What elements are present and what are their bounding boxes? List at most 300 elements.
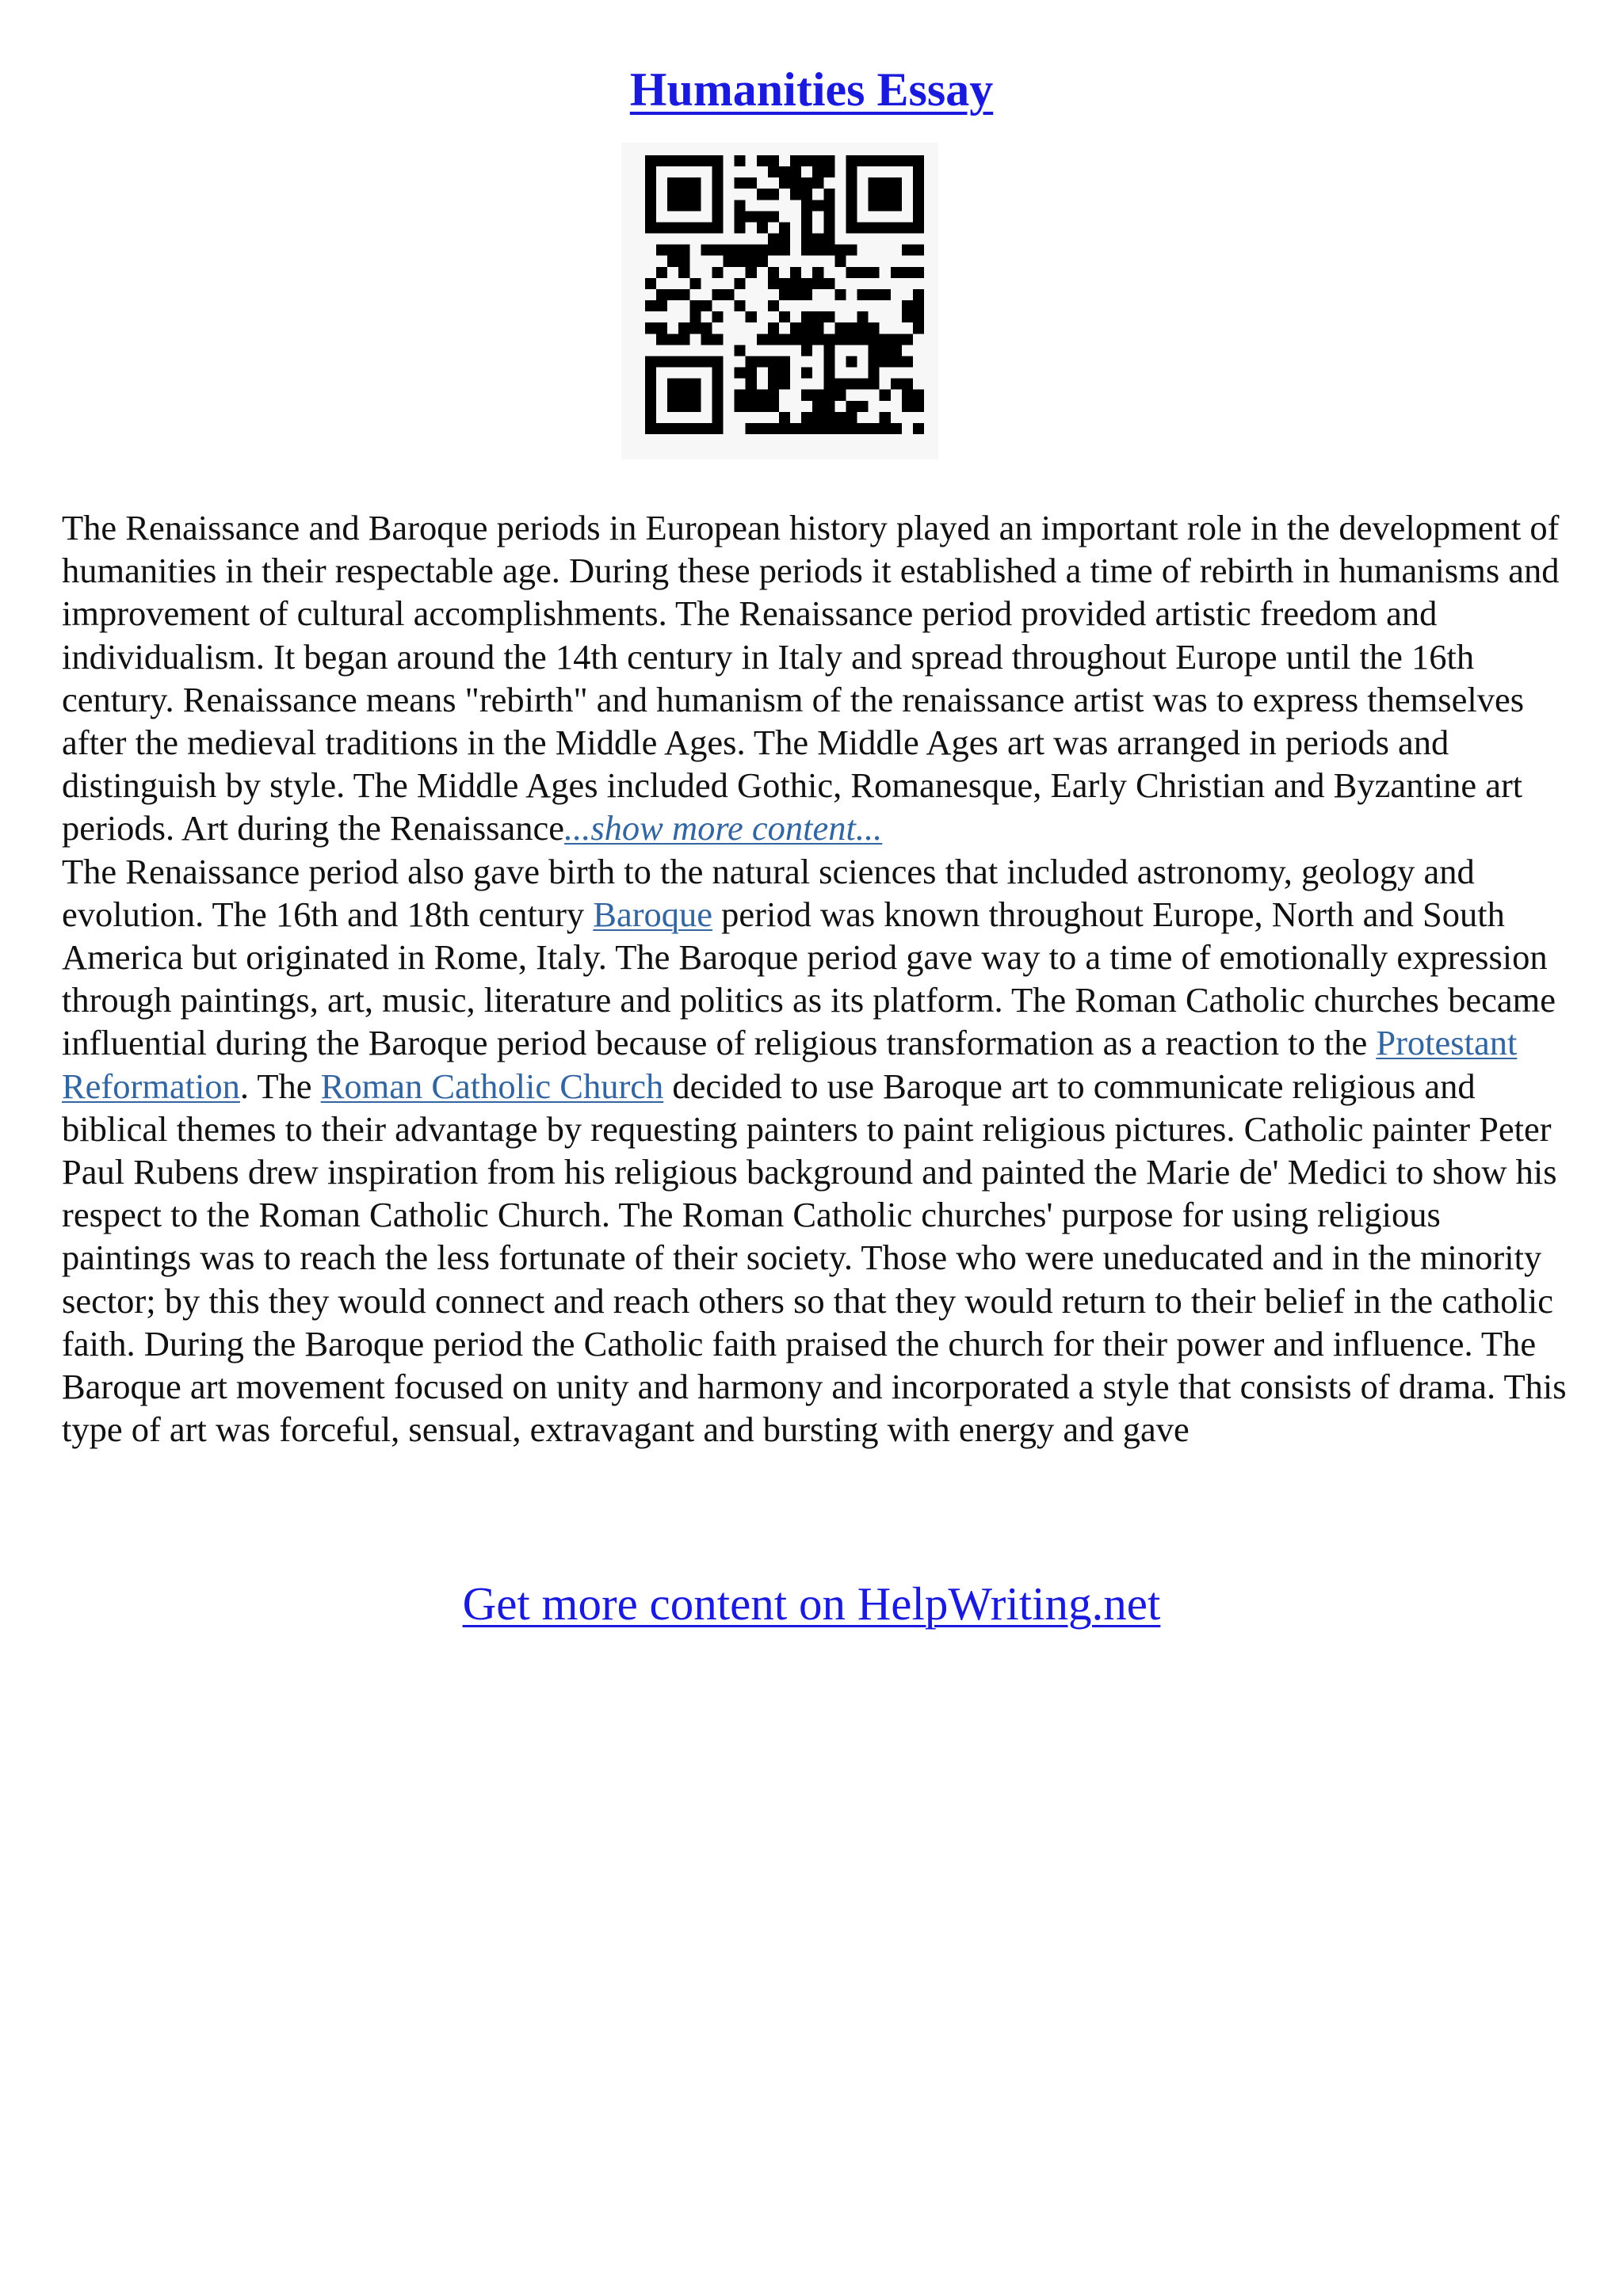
qr-module <box>891 177 902 189</box>
qr-module <box>812 390 823 401</box>
qr-module <box>902 245 913 256</box>
qr-module <box>779 234 790 245</box>
qr-module <box>834 423 846 434</box>
qr-module <box>846 412 857 423</box>
qr-module <box>891 423 902 434</box>
qr-code-icon <box>645 155 924 434</box>
qr-module <box>779 423 790 434</box>
qr-module <box>913 177 924 189</box>
qr-module <box>857 267 869 278</box>
qr-module <box>757 256 768 267</box>
qr-module <box>857 322 869 334</box>
qr-module <box>779 356 790 367</box>
qr-module <box>812 423 823 434</box>
qr-module <box>913 322 924 334</box>
qr-module <box>735 177 746 189</box>
qr-module <box>913 155 924 166</box>
qr-module <box>712 289 723 300</box>
qr-module <box>834 256 846 267</box>
qr-module <box>891 222 902 233</box>
qr-module <box>869 356 880 367</box>
qr-module <box>801 245 812 256</box>
qr-module <box>768 166 779 177</box>
qr-module <box>801 345 812 356</box>
paragraph-2-text-2: period was known throughout Europe, North and South America but originated in Rome, Italy. The Baroque period gave way to a time of emotionally expression through paintings, art, music, literature and politics as its platform. The Roman Catholic churches became influential during the Baroque period because of religious transformation as a reaction to the <box>62 894 1556 1063</box>
qr-module <box>880 200 891 211</box>
qr-module <box>689 278 701 289</box>
qr-module <box>689 222 701 233</box>
qr-module <box>891 334 902 345</box>
qr-module <box>779 368 790 379</box>
qr-module <box>768 356 779 367</box>
qr-module <box>902 300 913 311</box>
qr-module <box>846 401 857 412</box>
qr-module <box>857 401 869 412</box>
qr-module <box>689 390 701 401</box>
qr-module <box>746 423 757 434</box>
paragraph-2-text-1: The Renaissance period also gave birth to the natural sciences that included astronomy, geology and evolution. The 16th and 18th century <box>62 851 1475 934</box>
qr-module <box>823 345 834 356</box>
qr-module <box>678 267 689 278</box>
qr-module <box>746 267 757 278</box>
qr-module <box>823 412 834 423</box>
qr-module <box>846 166 857 177</box>
qr-module <box>656 289 667 300</box>
qr-module <box>790 278 801 289</box>
qr-module <box>735 278 746 289</box>
qr-module <box>768 368 779 379</box>
qr-module <box>869 345 880 356</box>
qr-module <box>701 155 712 166</box>
qr-module <box>801 189 812 200</box>
qr-module <box>746 356 757 367</box>
qr-module <box>846 267 857 278</box>
qr-module <box>678 390 689 401</box>
qr-module <box>678 322 689 334</box>
qr-module <box>712 311 723 322</box>
qr-module <box>913 289 924 300</box>
qr-module <box>656 322 667 334</box>
qr-module <box>735 245 746 256</box>
qr-module <box>701 334 712 345</box>
qr-module <box>846 379 857 390</box>
qr-module <box>790 322 801 334</box>
qr-module <box>768 322 779 334</box>
qr-module <box>645 278 656 289</box>
qr-module <box>712 200 723 211</box>
qr-module <box>823 390 834 401</box>
qr-module <box>880 222 891 233</box>
qr-module <box>869 289 880 300</box>
qr-module <box>667 155 678 166</box>
qr-module <box>790 334 801 345</box>
qr-module <box>689 155 701 166</box>
qr-module <box>790 166 801 177</box>
qr-module <box>757 423 768 434</box>
qr-module <box>645 379 656 390</box>
qr-module <box>678 256 689 267</box>
qr-module <box>823 211 834 222</box>
paragraph-2-text-4: decided to use Baroque art to communicate religious and biblical themes to their advantage by requesting painters to paint religious pictures. Catholic painter Peter Paul Rubens drew inspiration from his religious background and painted the Marie de' Medici to show his respect to the Roman Catholic Church. The Roman Catholic churches' purpose for using religious paintings was to reach the less fortunate of their society. Those who were uneducated and in the minority sector; by this they would connect and reach others so that they would return to their belief in the catholic faith. During the Baroque period the Catholic faith praised the church for their power and influence. The Baroque art movement focused on unity and harmony and incorporated a style that consists of drama. This type of art was forceful, sensual, extravagant and bursting with energy and gave <box>62 1066 1567 1450</box>
qr-module <box>768 379 779 390</box>
show-more-link[interactable]: ...show more content... <box>563 808 883 849</box>
qr-module <box>801 155 812 166</box>
qr-module <box>869 322 880 334</box>
qr-module <box>801 222 812 233</box>
qr-module <box>846 245 857 256</box>
qr-module <box>902 311 913 322</box>
qr-module <box>667 356 678 367</box>
qr-module <box>667 177 678 189</box>
qr-module <box>779 177 790 189</box>
qr-module <box>779 166 790 177</box>
qr-module <box>846 222 857 233</box>
qr-module <box>869 200 880 211</box>
qr-module <box>678 423 689 434</box>
qr-module <box>891 267 902 278</box>
roman-catholic-church-link[interactable]: Roman Catholic Church <box>320 1066 664 1106</box>
qr-module <box>880 155 891 166</box>
qr-module <box>768 234 779 245</box>
qr-module <box>678 189 689 200</box>
qr-module <box>678 356 689 367</box>
qr-module <box>846 356 857 367</box>
qr-module <box>913 222 924 233</box>
qr-module <box>823 368 834 379</box>
qr-module <box>869 189 880 200</box>
qr-module <box>645 211 656 222</box>
qr-module <box>701 423 712 434</box>
qr-module <box>701 356 712 367</box>
qr-module <box>846 177 857 189</box>
qr-module <box>857 222 869 233</box>
qr-module <box>880 412 891 423</box>
qr-module <box>801 211 812 222</box>
qr-module <box>712 245 723 256</box>
qr-module <box>656 334 667 345</box>
qr-module <box>667 390 678 401</box>
qr-module <box>656 300 667 311</box>
qr-module <box>667 401 678 412</box>
qr-module <box>801 234 812 245</box>
qr-module <box>656 423 667 434</box>
qr-module <box>880 289 891 300</box>
qr-module <box>779 311 790 322</box>
protestant-reformation-link[interactable]: Protestant Reformation <box>62 1023 1518 1106</box>
qr-module <box>724 289 735 300</box>
qr-module <box>712 423 723 434</box>
qr-module <box>645 390 656 401</box>
helpwriting-link[interactable]: Get more content on HelpWriting.net <box>462 1577 1161 1630</box>
qr-module <box>757 401 768 412</box>
qr-module <box>801 412 812 423</box>
qr-module <box>812 334 823 345</box>
qr-module <box>735 222 746 233</box>
qr-module <box>678 200 689 211</box>
qr-module <box>902 267 913 278</box>
qr-module <box>812 267 823 278</box>
qr-module <box>768 155 779 166</box>
qr-module <box>834 379 846 390</box>
qr-module <box>746 211 757 222</box>
essay-body <box>62 506 1568 1451</box>
qr-module <box>712 401 723 412</box>
qr-module <box>768 278 779 289</box>
qr-module <box>823 356 834 367</box>
qr-module <box>880 345 891 356</box>
qr-module <box>768 334 779 345</box>
essay-paragraph-1 <box>62 506 1568 850</box>
qr-module <box>902 390 913 401</box>
qr-module <box>902 334 913 345</box>
qr-module <box>801 278 812 289</box>
qr-module <box>823 222 834 233</box>
qr-module <box>689 200 701 211</box>
qr-module <box>823 278 834 289</box>
qr-module <box>790 177 801 189</box>
qr-module <box>869 177 880 189</box>
qr-module <box>678 222 689 233</box>
qr-module <box>701 222 712 233</box>
qr-module <box>913 200 924 211</box>
qr-module <box>801 200 812 211</box>
qr-module <box>812 322 823 334</box>
qr-module <box>689 189 701 200</box>
qr-module <box>913 311 924 322</box>
qr-module <box>891 155 902 166</box>
qr-module <box>667 256 678 267</box>
baroque-link[interactable]: Baroque <box>593 894 713 934</box>
qr-module <box>902 356 913 367</box>
qr-module <box>645 401 656 412</box>
qr-module <box>823 334 834 345</box>
qr-module <box>768 245 779 256</box>
qr-module <box>823 234 834 245</box>
qr-module <box>823 311 834 322</box>
qr-module <box>891 356 902 367</box>
title-link[interactable]: Humanities Essay <box>629 63 994 116</box>
qr-module <box>735 401 746 412</box>
qr-module <box>645 368 656 379</box>
qr-module <box>857 334 869 345</box>
qr-module <box>712 189 723 200</box>
qr-module <box>701 245 712 256</box>
qr-module <box>846 334 857 345</box>
qr-module <box>902 401 913 412</box>
qr-module <box>779 412 790 423</box>
qr-module <box>812 245 823 256</box>
qr-module <box>913 189 924 200</box>
qr-module <box>913 166 924 177</box>
qr-module <box>891 345 902 356</box>
qr-module <box>869 222 880 233</box>
qr-module <box>712 356 723 367</box>
qr-module <box>812 200 823 211</box>
qr-module <box>712 267 723 278</box>
qr-module <box>823 423 834 434</box>
qr-module <box>746 379 757 390</box>
page-title <box>0 55 1623 124</box>
qr-module <box>891 200 902 211</box>
qr-module <box>645 189 656 200</box>
qr-module <box>712 368 723 379</box>
qr-module <box>880 356 891 367</box>
qr-module <box>790 155 801 166</box>
qr-module <box>812 412 823 423</box>
qr-module <box>689 322 701 334</box>
qr-module <box>812 166 823 177</box>
qr-module <box>857 311 869 322</box>
qr-module <box>823 379 834 390</box>
qr-module <box>712 211 723 222</box>
qr-module <box>724 256 735 267</box>
qr-module <box>880 390 891 401</box>
qr-module <box>689 423 701 434</box>
qr-module <box>891 189 902 200</box>
qr-code <box>621 143 938 460</box>
qr-module <box>746 390 757 401</box>
qr-module <box>880 177 891 189</box>
qr-module <box>689 300 701 311</box>
qr-module <box>790 189 801 200</box>
qr-module <box>880 189 891 200</box>
paragraph-2-text-3: . The <box>239 1066 321 1106</box>
qr-module <box>768 390 779 401</box>
qr-module <box>746 245 757 256</box>
qr-module <box>779 334 790 345</box>
qr-module <box>656 155 667 166</box>
qr-module <box>645 177 656 189</box>
qr-module <box>689 401 701 412</box>
qr-module <box>667 245 678 256</box>
qr-module <box>846 322 857 334</box>
qr-module <box>768 267 779 278</box>
qr-module <box>846 200 857 211</box>
qr-module <box>735 155 746 166</box>
qr-module <box>757 155 768 166</box>
qr-module <box>801 322 812 334</box>
qr-module <box>667 200 678 211</box>
qr-module <box>801 289 812 300</box>
qr-module <box>913 300 924 311</box>
qr-module <box>645 300 656 311</box>
essay-paragraph-2 <box>62 850 1568 1451</box>
qr-module <box>678 379 689 390</box>
qr-module <box>834 412 846 423</box>
qr-module <box>779 222 790 233</box>
qr-module <box>846 189 857 200</box>
qr-module <box>712 412 723 423</box>
qr-module <box>812 234 823 245</box>
qr-module <box>891 379 902 390</box>
qr-module <box>790 267 801 278</box>
qr-module <box>801 177 812 189</box>
qr-module <box>869 368 880 379</box>
qr-module <box>667 423 678 434</box>
qr-module <box>701 300 712 311</box>
footer <box>0 1572 1623 1635</box>
qr-module <box>645 356 656 367</box>
qr-module <box>712 379 723 390</box>
qr-module <box>746 401 757 412</box>
qr-module <box>823 245 834 256</box>
qr-module <box>779 379 790 390</box>
qr-module <box>757 245 768 256</box>
qr-module <box>757 189 768 200</box>
qr-module <box>735 300 746 311</box>
qr-module <box>880 334 891 345</box>
qr-module <box>757 390 768 401</box>
qr-module <box>678 155 689 166</box>
qr-module <box>678 245 689 256</box>
qr-module <box>913 211 924 222</box>
qr-module <box>768 423 779 434</box>
qr-module <box>746 311 757 322</box>
qr-module <box>812 401 823 412</box>
qr-module <box>712 177 723 189</box>
qr-module <box>902 155 913 166</box>
qr-module <box>735 345 746 356</box>
qr-module <box>812 311 823 322</box>
qr-module <box>712 222 723 233</box>
qr-module <box>757 356 768 367</box>
qr-module <box>801 390 812 401</box>
qr-module <box>779 245 790 256</box>
qr-module <box>735 368 746 379</box>
qr-module <box>834 245 846 256</box>
qr-module <box>812 177 823 189</box>
qr-module <box>768 401 779 412</box>
qr-module <box>689 356 701 367</box>
qr-module <box>757 222 768 233</box>
qr-module <box>645 423 656 434</box>
qr-module <box>667 334 678 345</box>
qr-module <box>735 211 746 222</box>
qr-module <box>689 311 701 322</box>
qr-module <box>834 322 846 334</box>
qr-module <box>913 390 924 401</box>
qr-module <box>812 155 823 166</box>
qr-module <box>913 401 924 412</box>
qr-module <box>846 211 857 222</box>
qr-module <box>869 155 880 166</box>
qr-module <box>645 166 656 177</box>
qr-module <box>667 379 678 390</box>
qr-module <box>857 155 869 166</box>
qr-module <box>768 189 779 200</box>
qr-module <box>757 334 768 345</box>
qr-module <box>823 155 834 166</box>
qr-module <box>645 222 656 233</box>
qr-module <box>779 289 790 300</box>
qr-module <box>645 155 656 166</box>
qr-module <box>857 423 869 434</box>
qr-module <box>678 289 689 300</box>
qr-module <box>869 423 880 434</box>
qr-module <box>712 334 723 345</box>
qr-module <box>712 390 723 401</box>
qr-module <box>857 379 869 390</box>
qr-module <box>712 155 723 166</box>
qr-module <box>712 166 723 177</box>
qr-module <box>790 289 801 300</box>
qr-module <box>746 177 757 189</box>
qr-module <box>823 166 834 177</box>
qr-module <box>902 222 913 233</box>
qr-module <box>724 245 735 256</box>
qr-module <box>812 278 823 289</box>
qr-module <box>746 368 757 379</box>
